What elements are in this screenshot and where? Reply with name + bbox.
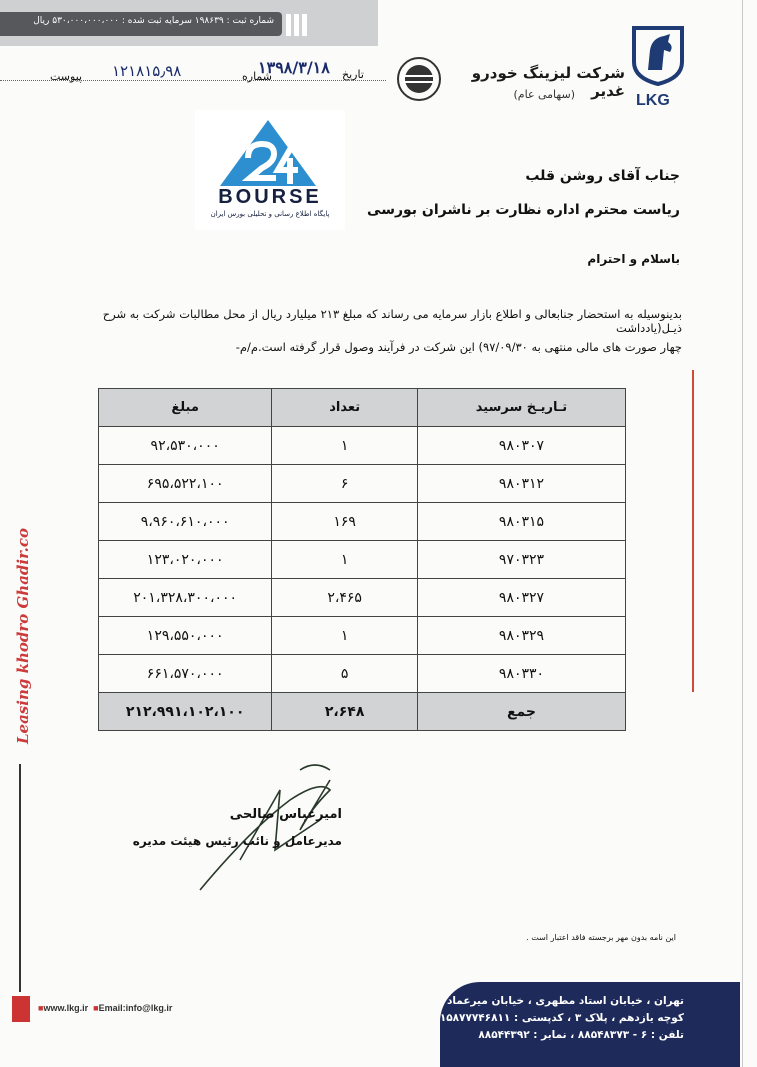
- bourse-logo-subtitle: پایگاه اطلاع رسانی و تحلیلی بورس ایران: [210, 210, 330, 218]
- cell-date: ۹۸۰۳۲۹: [417, 617, 625, 655]
- date-value: ۱۳۹۸/۳/۱۸: [258, 58, 330, 77]
- header-count: تعداد: [272, 389, 418, 427]
- cell-date: ۹۸۰۳۱۵: [417, 503, 625, 541]
- horse-logo-icon: [630, 22, 686, 86]
- date-label: تاریخ: [342, 68, 364, 81]
- company-seal-icon: [396, 56, 442, 102]
- company-name: شرکت لیزینگ خودرو غدیر: [471, 64, 625, 100]
- cell-date: ۹۸۰۳۰۷: [417, 427, 625, 465]
- signer-title: مدیرعامل و نائب رئیس هیئت مدیره: [132, 834, 342, 848]
- bars-icon: [286, 14, 316, 36]
- validity-note: این نامه بدون مهر برجسته فاقد اعتبار است .: [526, 933, 676, 942]
- signer-name: امیرعباس صالحی: [229, 807, 342, 822]
- table-total-row: [99, 693, 626, 731]
- cell-count: ۱: [272, 617, 418, 655]
- email-link[interactable]: Email:info@lkg.ir: [98, 1003, 173, 1013]
- cell-count: ۶: [272, 465, 418, 503]
- company-type: (سهامی عام): [513, 88, 575, 101]
- cell-date: ۹۸۰۳۲۷: [417, 579, 625, 617]
- web-contact: ■www.lkg.ir ■Email:info@lkg.ir: [38, 1003, 173, 1013]
- total-label: جمع: [417, 693, 625, 731]
- cell-count: ۱۶۹: [272, 503, 418, 541]
- handwritten-signature-icon: [180, 760, 360, 900]
- number-value: ۱۲۱۸۱۵٫۹۸: [112, 62, 182, 80]
- total-count: ۲،۶۴۸: [272, 693, 418, 731]
- header-amount: مبلغ: [99, 389, 272, 427]
- cell-amount: ۲۰۱،۳۲۸،۳۰۰،۰۰۰: [99, 579, 272, 617]
- cell-amount: ۶۹۵،۵۲۲،۱۰۰: [99, 465, 272, 503]
- greeting: باسلام و احترام: [587, 252, 680, 266]
- header-divider: [0, 80, 386, 81]
- cell-amount: ۱۲۳،۰۲۰،۰۰۰: [99, 541, 272, 579]
- address-line-1: تهران ، خیابان استاد مطهری ، خیابان میرعماد: [446, 995, 684, 1007]
- paragraph-2: چهار صورت های مالی منتهی به ۹۷/۰۹/۳۰) این شرکت در فرآیند وصول قرار گرفته است.م/م-: [235, 340, 682, 354]
- side-brand-text: Leasing khodro Ghadir.co: [14, 528, 32, 744]
- number-label: شماره: [242, 70, 273, 83]
- receivables-table: [98, 388, 626, 731]
- side-line: [19, 764, 21, 992]
- website-link[interactable]: www.lkg.ir: [43, 1003, 89, 1013]
- table-row: [99, 465, 626, 503]
- phone-line: تلفن : ۶ - ۸۸۵۴۸۳۷۳ ، نمابر : ۸۸۵۴۴۳۹۲: [478, 1029, 684, 1041]
- table-row: [99, 617, 626, 655]
- cell-count: ۵: [272, 655, 418, 693]
- table-row: [99, 655, 626, 693]
- cell-date: ۹۷۰۳۲۳: [417, 541, 625, 579]
- cell-date: ۹۸۰۳۱۲: [417, 465, 625, 503]
- header-date: تـاریـخ سرسید: [417, 389, 625, 427]
- cell-date: ۹۸۰۳۳۰: [417, 655, 625, 693]
- bourse-logo-word: BOURSE: [218, 186, 322, 208]
- cell-amount: ۶۶۱،۵۷۰،۰۰۰: [99, 655, 272, 693]
- table-row: [99, 427, 626, 465]
- page-fold-line: [742, 0, 743, 1067]
- cell-count: ۱: [272, 541, 418, 579]
- footer-address: [439, 995, 684, 1046]
- cell-amount: ۹۲،۵۳۰،۰۰۰: [99, 427, 272, 465]
- table-header-row: [99, 389, 626, 427]
- side-square: [12, 996, 30, 1022]
- lkg-logo-text: LKG: [636, 92, 670, 109]
- attachment-label: پیوست: [50, 70, 83, 83]
- cell-amount: ۹،۹۶۰،۶۱۰،۰۰۰: [99, 503, 272, 541]
- recipient-title: ریاست محترم اداره نظارت بر ناشران بورسی: [367, 202, 680, 218]
- table-row: [99, 541, 626, 579]
- address-line-2: کوچه یازدهم ، پلاک ۳ ، کدپستی : ۱۵۸۷۷۷۴۶۸۱۱: [439, 1012, 684, 1024]
- registration-text: شماره ثبت : ۱۹۸۶۳۹ سرمایه ثبت شده : ۵۳۰،۰۰۰،۰۰۰،۰۰۰ ریال: [33, 16, 274, 26]
- table-row: [99, 503, 626, 541]
- table-row: [99, 579, 626, 617]
- paragraph-1: بدینوسیله به استحضار جنابعالی و اطلاع بازار سرمایه می رساند که مبلغ ۲۱۳ میلیارد ریال از محل مطالبات شرکت به شرح ذیـل(یادداشت: [102, 307, 682, 335]
- cell-amount: ۱۲۹،۵۵۰،۰۰۰: [99, 617, 272, 655]
- right-accent-line: [692, 370, 694, 692]
- total-amount: ۲۱۲،۹۹۱،۱۰۲،۱۰۰: [99, 693, 272, 731]
- recipient-name: جناب آقای روشن قلب: [525, 168, 680, 184]
- cell-count: ۱: [272, 427, 418, 465]
- cell-count: ۲،۴۶۵: [272, 579, 418, 617]
